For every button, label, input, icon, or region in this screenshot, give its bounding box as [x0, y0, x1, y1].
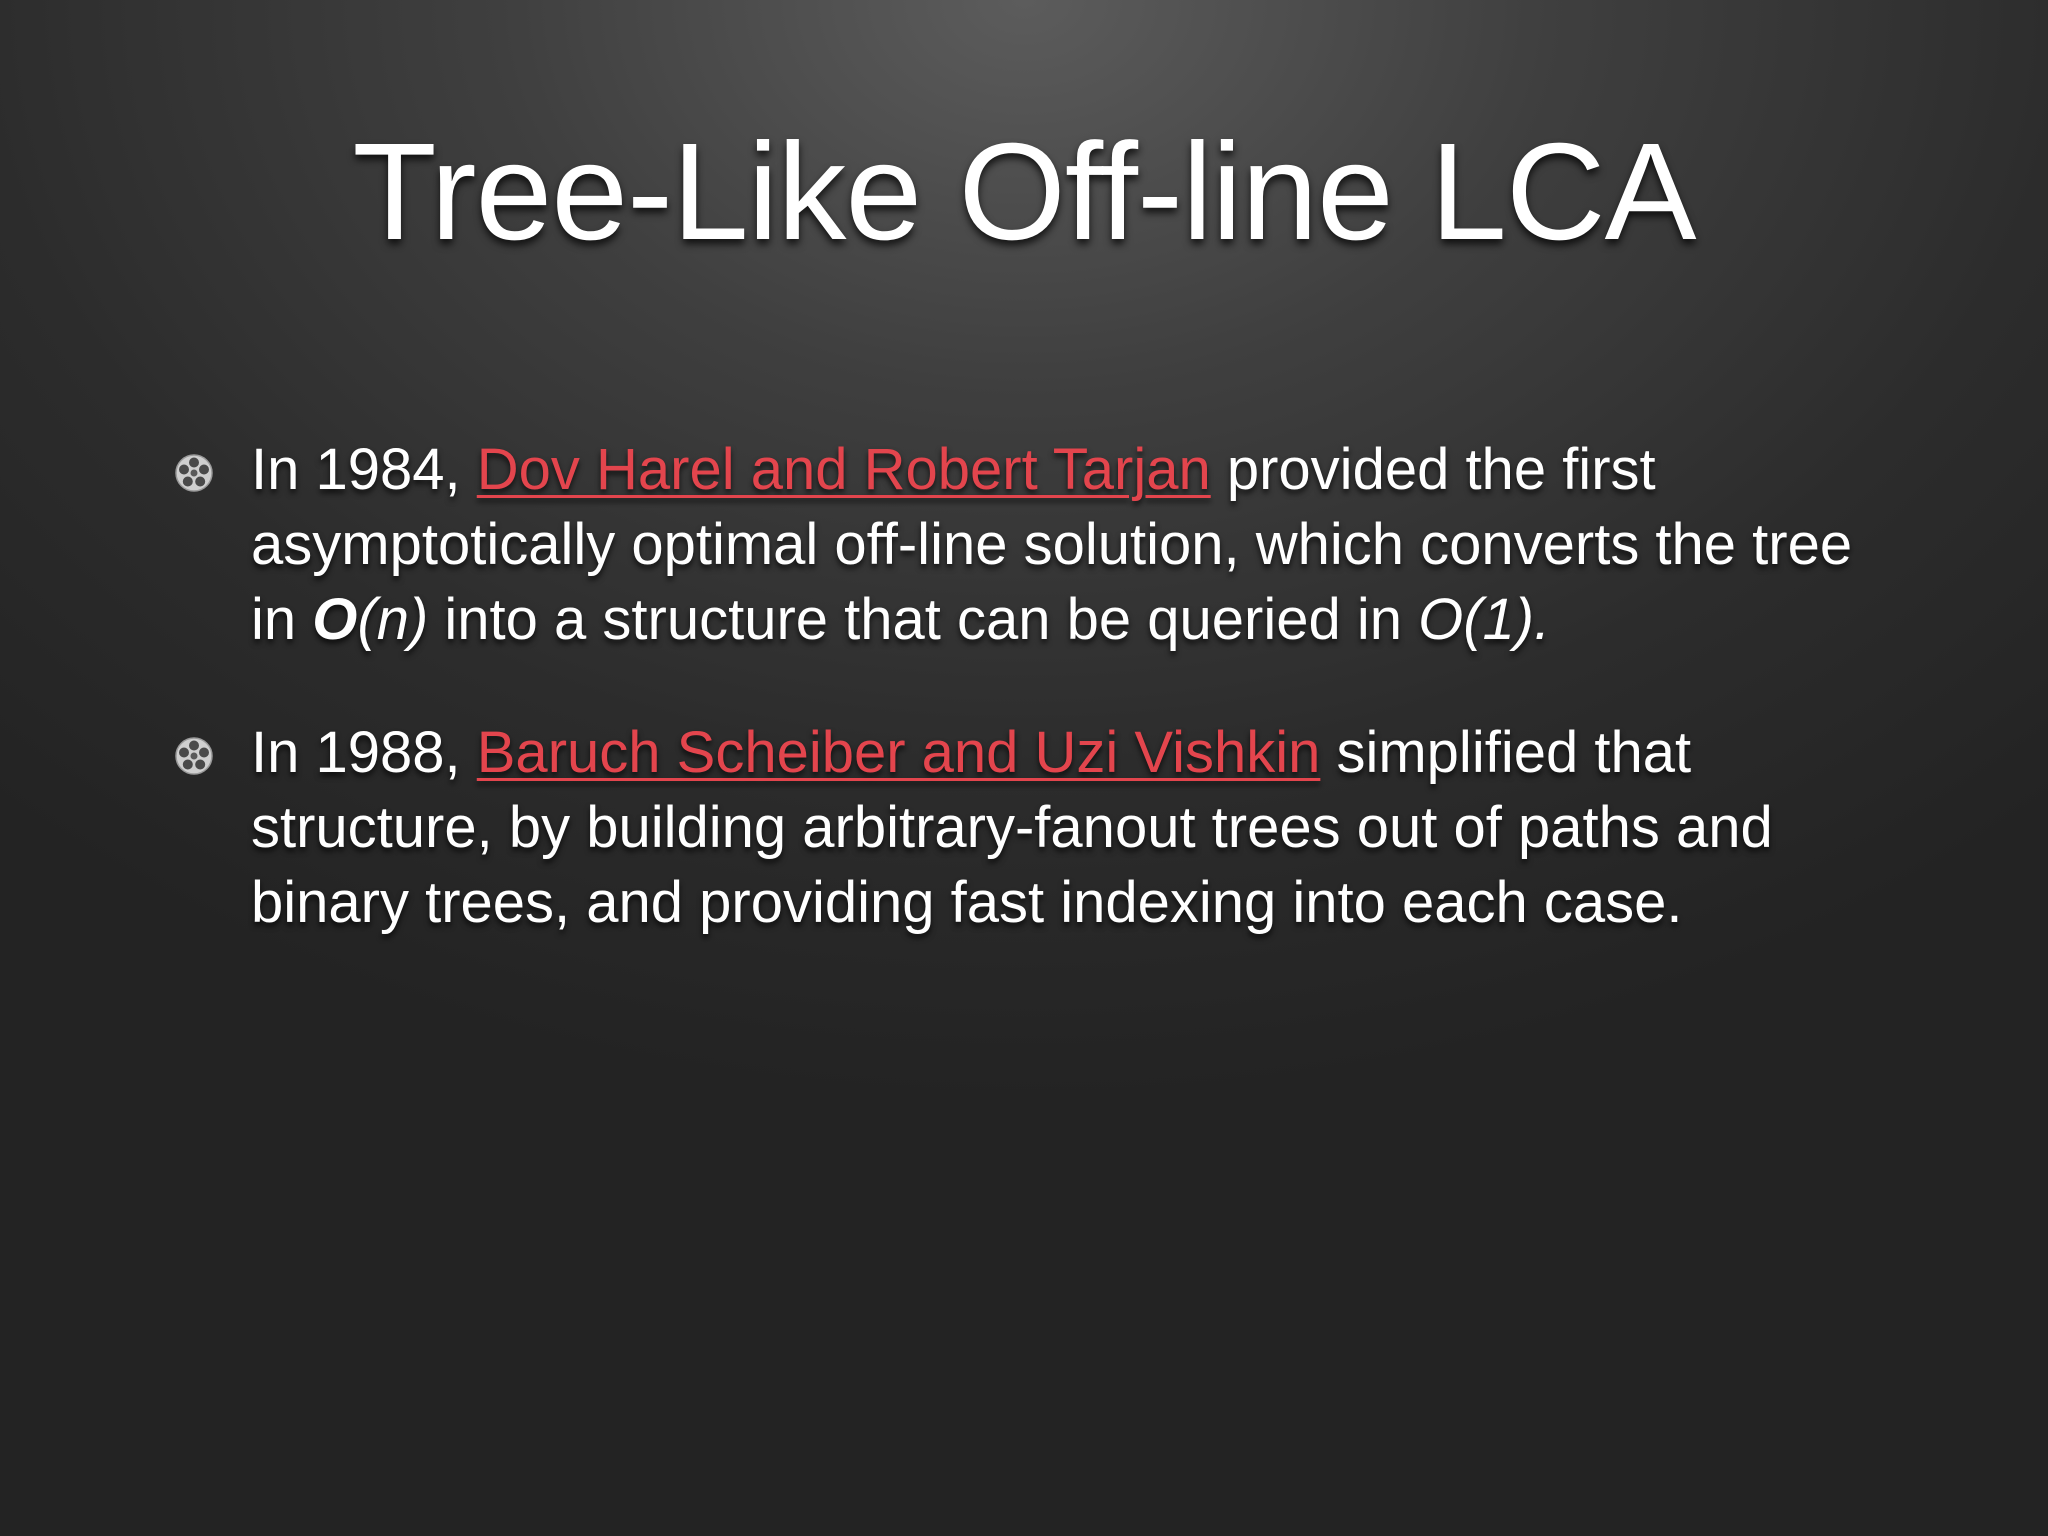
complexity-n: (n)	[357, 587, 429, 652]
bullet-item-1988	[174, 715, 1874, 940]
complexity-constant: O(1).	[1418, 587, 1551, 652]
bullet-prefix: In 1984,	[251, 437, 477, 502]
bullet-item-1984	[174, 432, 1874, 657]
slide-title: Tree-Like Off-line LCA	[352, 115, 1696, 269]
bullet-text: simplified that structure, by building arbitrary-fanout trees out of paths and binary trees, and providing fast indexing into each case.	[251, 720, 1773, 935]
film-reel-bullet-icon	[174, 736, 214, 776]
big-o-symbol: O	[312, 587, 358, 652]
bullet-text: provided the first asymptotically optimal off-line solution, which converts the tree in	[251, 437, 1853, 652]
film-reel-bullet-icon	[174, 453, 214, 493]
harel-tarjan-link[interactable]: Dov Harel and Robert Tarjan	[476, 437, 1211, 502]
scheiber-vishkin-link[interactable]: Baruch Scheiber and Uzi Vishkin	[476, 720, 1321, 785]
bullet-prefix: In 1988,	[251, 720, 477, 785]
bullet-text-continued: into a structure that can be queried in	[428, 587, 1419, 652]
bullet-list	[174, 432, 1874, 998]
